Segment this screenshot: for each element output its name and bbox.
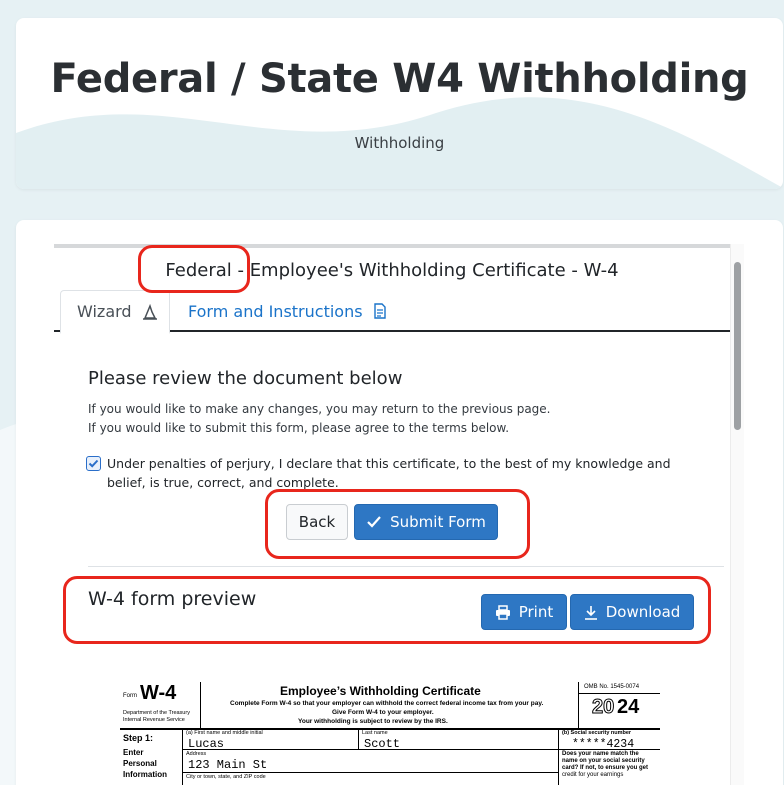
w4-ssn-note-3: card? If not, to ensure you get [562, 765, 649, 771]
w4-label-address: Address [186, 751, 207, 757]
w4-ssn: *****4234 [572, 738, 635, 751]
w4-year-prefix: 20 [592, 696, 615, 718]
w4-step-col-rule [182, 728, 183, 785]
w4-dept-2: Internal Revenue Service [123, 717, 185, 723]
w4-last-name: Scott [364, 737, 401, 751]
back-button-label: Back [298, 513, 336, 531]
w4-ssn-note-1: Does your name match the [562, 751, 639, 757]
w4-year-suffix: 24 [617, 696, 640, 718]
w4-form-id: W-4 [140, 682, 177, 704]
document-title: Federal - Employee's Withholding Certificate - W-4 [165, 260, 619, 281]
check-icon [88, 458, 99, 469]
w4-divider-right [578, 682, 579, 728]
w4-subline-1: Complete Form W-4 so that your employer can withhold the correct federal income tax from your pay. [230, 700, 544, 707]
w4-label-first: (a) First name and middle initial [186, 730, 263, 736]
consent-checkbox[interactable] [86, 456, 101, 471]
tab-form-and-instructions[interactable] [172, 290, 403, 332]
w4-label-city: City or town, state, and ZIP code [186, 774, 266, 780]
w4-form-word: Form [123, 693, 137, 699]
w4-label-last: Last name [362, 730, 388, 736]
back-button[interactable] [286, 504, 348, 540]
w4-step1-personal: Personal [123, 759, 157, 768]
w4-heading: Employee’s Withholding Certificate [280, 684, 481, 698]
viewer-scrollbar-thumb[interactable] [734, 262, 741, 430]
wizard-hat-icon [142, 304, 158, 320]
consent-text: Under penalties of perjury, I declare that this certificate, to the best of my knowledge and belief, is true, correct, and complete. [107, 456, 671, 490]
preview-title: W-4 form preview [88, 588, 257, 610]
w4-label-ssn: (b) Social security number [562, 730, 632, 736]
print-button[interactable] [481, 594, 567, 630]
w4-form-preview [120, 682, 660, 785]
w4-step1: Step 1: [123, 733, 154, 743]
w4-dept-1: Department of the Treasury [123, 710, 190, 716]
header-card [16, 18, 783, 189]
w4-subline-3: Your withholding is subject to review by the IRS. [298, 718, 448, 725]
w4-subline-2: Give Form W-4 to your employer. [332, 709, 434, 716]
w4-ssn-col-rule [558, 728, 559, 785]
main-card [16, 220, 783, 785]
print-label: Print [518, 603, 554, 621]
page-subtitle: Withholding [354, 134, 445, 152]
w4-divider-left [200, 682, 201, 728]
w4-omb: OMB No. 1545-0074 [584, 684, 640, 690]
consent-row [86, 454, 696, 492]
w4-name-divider [358, 728, 359, 749]
tab-form-label: Form and Instructions [188, 301, 363, 321]
section-divider [88, 566, 724, 567]
w4-step1-information: Information [123, 770, 167, 779]
submit-form-label: Submit Form [390, 513, 486, 531]
tab-wizard-label: Wizard [77, 302, 132, 321]
w4-step1-enter: Enter [123, 748, 144, 757]
review-instruction-2: If you would like to submit this form, please agree to the terms below. [88, 421, 510, 435]
page-title: Federal / State W4 Withholding [50, 56, 749, 102]
document-viewer[interactable] [54, 244, 744, 785]
w4-ssn-note-2: name on your social security [562, 758, 645, 764]
w4-first-name: Lucas [188, 737, 225, 751]
download-label: Download [605, 603, 681, 621]
printer-icon [495, 605, 511, 620]
w4-address: 123 Main St [188, 758, 268, 772]
download-icon [584, 605, 598, 620]
w4-ssn-note-4: credit for your earnings [562, 772, 624, 778]
tab-wizard[interactable] [60, 290, 170, 334]
w4-row-rule-1 [182, 749, 660, 750]
download-button[interactable] [570, 594, 694, 630]
tab-bar [54, 290, 730, 332]
review-heading: Please review the document below [88, 368, 403, 389]
checkmark-icon [366, 515, 382, 529]
review-instruction-1: If you would like to make any changes, you may return to the previous page. [88, 402, 551, 416]
header-wave-decoration [16, 18, 783, 189]
document-icon [373, 303, 387, 319]
submit-form-button[interactable] [354, 504, 498, 540]
w4-row-rule-2 [182, 772, 558, 773]
w4-omb-rule [578, 693, 660, 694]
